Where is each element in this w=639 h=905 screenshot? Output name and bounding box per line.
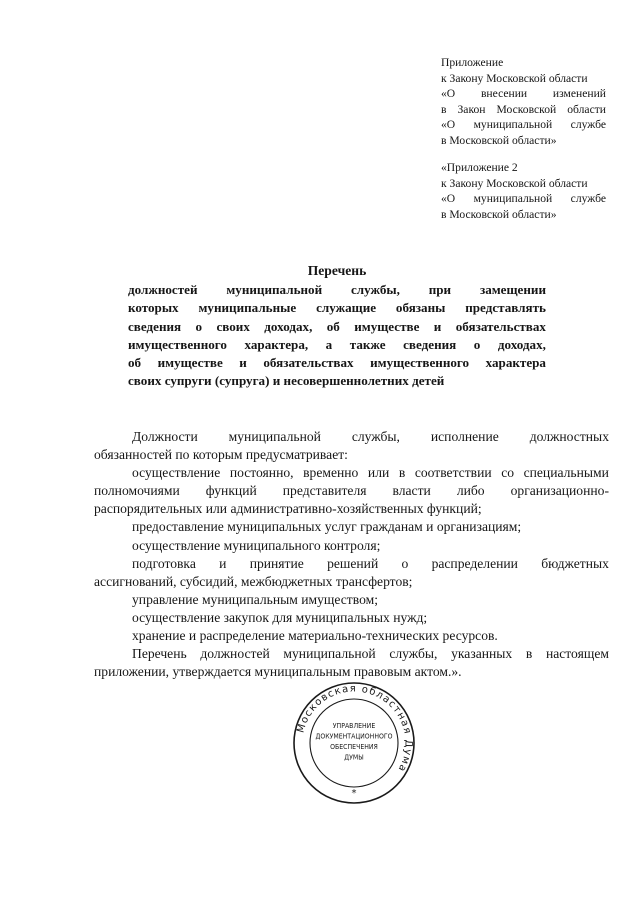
word: или xyxy=(367,465,390,481)
body-line xyxy=(94,555,609,573)
word: приложении, утверждается муниципальным правовым актом.». xyxy=(94,664,462,680)
document-title xyxy=(128,262,546,390)
word: имуществе xyxy=(157,355,223,371)
title-line xyxy=(128,354,546,372)
word: власти xyxy=(392,483,431,499)
word: о xyxy=(401,555,409,571)
word: службы, xyxy=(351,429,400,444)
body-line xyxy=(94,609,609,627)
word: обязательствах xyxy=(455,318,546,334)
word: сведения xyxy=(128,318,182,334)
word: настоящем xyxy=(545,646,609,662)
word: в xyxy=(398,465,406,481)
appendix-note-2 xyxy=(441,160,606,222)
appendix-line: к Закону Московской области xyxy=(441,71,588,85)
word: соответствии xyxy=(414,465,492,481)
word: имущественного xyxy=(370,355,470,371)
word: и xyxy=(219,555,227,571)
word: имущественного xyxy=(128,336,227,352)
word: ассигнований, субсидий, межбюджетных трансфертов; xyxy=(94,573,413,589)
word: службы, xyxy=(389,646,438,662)
body-line xyxy=(94,428,609,446)
word: Перечень xyxy=(132,646,187,662)
word: муниципальной xyxy=(473,118,553,131)
word: обязанностей по которым предусматривает: xyxy=(94,447,348,463)
word: осуществление закупок для муниципальных нужд; xyxy=(132,609,428,625)
stamp-inner-line: УПРАВЛЕНИЕ xyxy=(332,722,376,730)
word: осуществление муниципального контроля; xyxy=(132,537,381,553)
word: которых xyxy=(128,300,179,316)
appendix-note xyxy=(441,55,606,148)
word: муниципальные xyxy=(198,300,297,316)
stamp-ring-text: Московская областная Дума xyxy=(295,683,414,775)
word: области xyxy=(567,102,606,116)
body-line xyxy=(94,482,609,500)
word: службе xyxy=(570,118,606,131)
word: муниципальной xyxy=(228,429,321,444)
word: служащие xyxy=(316,300,377,316)
official-stamp xyxy=(292,681,416,805)
word: функций xyxy=(205,483,257,499)
word: бюджетных xyxy=(541,555,609,571)
body-line xyxy=(94,500,609,518)
word: службы, xyxy=(350,282,400,298)
word: изменений xyxy=(552,87,606,100)
body-text xyxy=(94,428,609,681)
word: представлять xyxy=(465,300,546,316)
body-line xyxy=(94,591,609,609)
title-text xyxy=(128,281,546,390)
word: представителя xyxy=(282,483,367,499)
word: и xyxy=(433,318,442,334)
body-line xyxy=(94,573,609,591)
word: «О xyxy=(441,118,456,131)
word: внесении xyxy=(480,87,528,100)
word: распределении xyxy=(431,555,518,571)
word: постоянно, xyxy=(229,465,294,481)
word: должностей xyxy=(200,646,270,662)
word: в xyxy=(525,646,533,662)
body-line xyxy=(94,645,609,663)
word: о xyxy=(195,318,203,334)
appendix-line xyxy=(441,102,606,118)
title-line xyxy=(128,372,546,390)
body-line xyxy=(94,464,609,482)
word: «О xyxy=(441,87,456,100)
stamp-inner-line: ДУМЫ xyxy=(344,753,364,762)
stamp-inner-line: ОБЕСПЕЧЕНИЯ xyxy=(330,743,378,751)
word: подготовка xyxy=(132,555,196,571)
body-line xyxy=(94,627,609,645)
appendix-line xyxy=(441,86,606,102)
word: Должности xyxy=(132,429,198,444)
word: также xyxy=(349,336,386,352)
word: а xyxy=(325,336,333,352)
word: об xyxy=(128,355,142,371)
appendix-line xyxy=(441,117,606,133)
word: своих xyxy=(216,318,250,334)
word: обязательствах xyxy=(263,355,354,371)
word: полномочиями xyxy=(94,483,180,499)
word: принятие xyxy=(249,555,304,571)
word: должностных xyxy=(529,429,609,444)
word: специальными xyxy=(523,465,609,481)
word: управление муниципальным имуществом; xyxy=(132,591,378,607)
word: службе xyxy=(570,192,606,205)
title-line xyxy=(128,318,546,336)
word: Закон xyxy=(457,102,486,116)
word: должностей xyxy=(128,282,198,298)
word: временно xyxy=(303,465,359,481)
word: о xyxy=(473,336,481,352)
title-heading: Перечень xyxy=(307,263,367,278)
word: доходах, xyxy=(497,336,546,352)
word: об xyxy=(326,318,340,334)
word: сведения xyxy=(403,336,457,352)
word: муниципальной xyxy=(473,192,553,205)
word: хранение и распределение материально-технических ресурсов. xyxy=(132,628,498,644)
word: «О xyxy=(441,192,456,205)
word: осуществление xyxy=(132,465,221,481)
stamp-star: * xyxy=(351,788,357,799)
title-line xyxy=(128,281,546,299)
appendix-line: «Приложение 2 xyxy=(441,161,518,174)
word: либо xyxy=(456,483,485,499)
body-line xyxy=(94,518,609,536)
stamp-inner-line: ДОКУМЕНТАЦИОННОГО xyxy=(315,732,393,741)
word: характера xyxy=(485,355,546,371)
word: указанных xyxy=(451,646,513,662)
appendix-line: к Закону Московской области xyxy=(441,176,588,190)
word: при xyxy=(428,282,452,298)
word: предоставление муниципальных услуг гражданам и организациям; xyxy=(132,519,522,535)
word: имуществе xyxy=(354,318,420,334)
word: решений xyxy=(327,555,379,571)
word: Московской xyxy=(496,102,557,116)
word: исполнение xyxy=(430,429,499,444)
word: обязаны xyxy=(395,300,446,316)
body-line xyxy=(94,663,609,681)
appendix-line: в Московской области» xyxy=(441,207,557,221)
appendix-line: Приложение xyxy=(441,56,504,69)
word: со xyxy=(501,465,515,481)
word: организационно- xyxy=(510,483,609,499)
word: и xyxy=(239,355,247,371)
word: в xyxy=(441,102,447,116)
body-line xyxy=(94,446,609,464)
body-line xyxy=(94,537,609,555)
appendix-line xyxy=(441,191,606,207)
title-line xyxy=(128,299,546,317)
word: муниципальной xyxy=(283,646,376,662)
word: доходах, xyxy=(264,318,313,334)
appendix-line: в Московской области» xyxy=(441,133,557,147)
word: своих супруги (супруга) и несовершеннолетних детей xyxy=(128,373,445,389)
word: характера, xyxy=(244,336,309,352)
word: муниципальной xyxy=(226,282,323,298)
word: замещении xyxy=(479,282,546,298)
word: распорядительных или административно-хозяйственных функций; xyxy=(94,501,482,517)
title-line xyxy=(128,336,546,354)
